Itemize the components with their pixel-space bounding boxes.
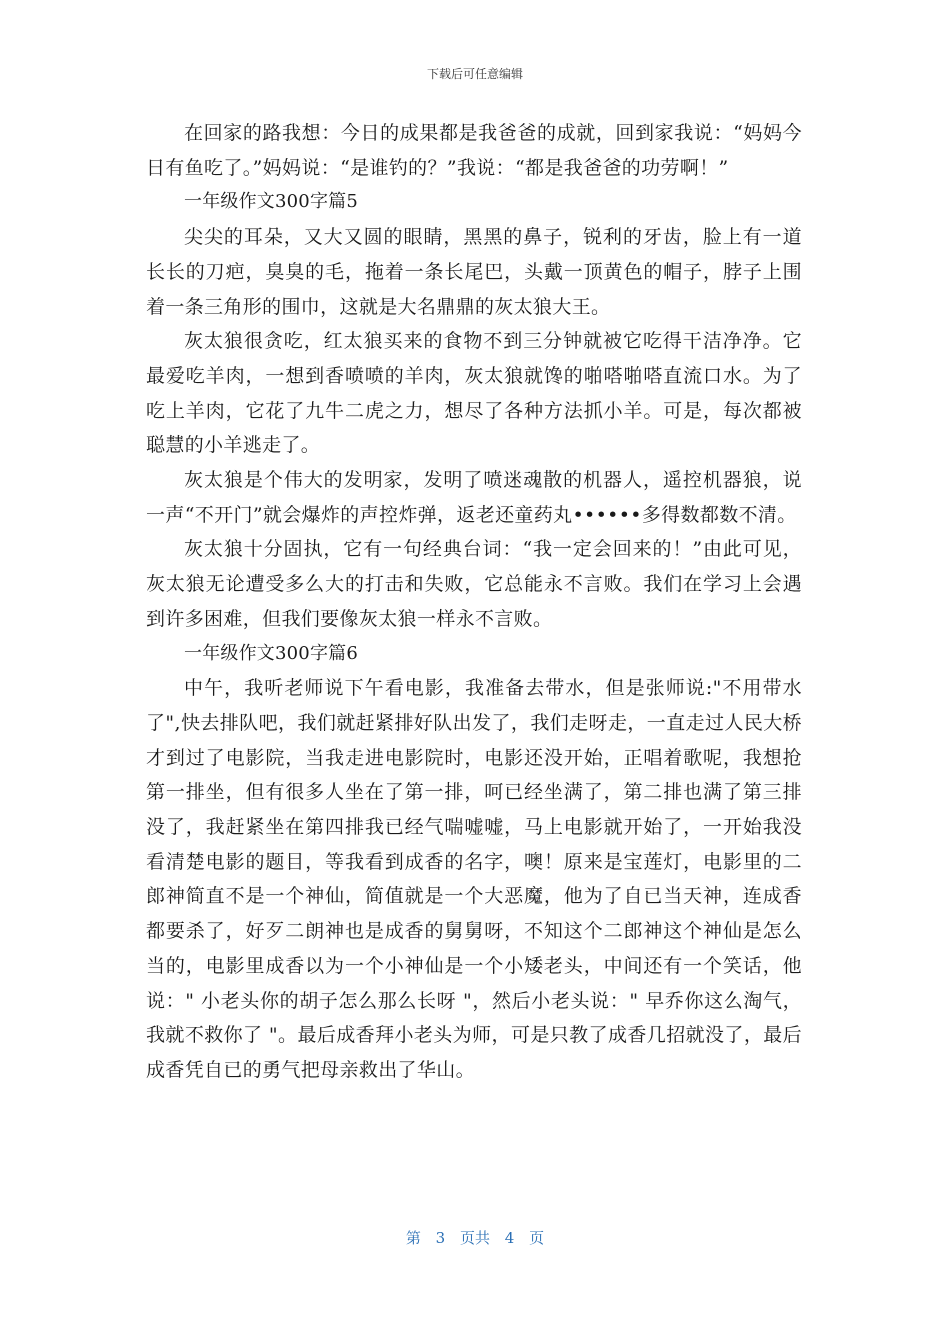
section-heading: 一年级作文300字篇6 (184, 642, 359, 664)
page-header: 下载后可任意编辑 (426, 67, 523, 81)
paragraph: 尖尖的耳朵，又大又圆的眼睛，黑黑的鼻子，锐利的牙齿，脸上有一道长长的刀疤，臭臭的毛，拖着一条长尾巴，头戴一顶黄色的帽子，脖子上围着一条三角形的围巾，这就是大名鼎鼎的灰太狼大王。 (146, 226, 802, 318)
paragraph: 灰太狼十分固执，它有一句经典台词：“我一定会回来的！”由此可见，灰太狼无论遭受多么大的打击和失败，它总能永不言败。我们在学习上会遇到许多困难，但我们要像灰太狼一样永不言败。 (146, 538, 802, 630)
paragraph: 灰太狼很贪吃，红太狼买来的食物不到三分钟就被它吃得干洁净净。它最爱吃羊肉，一想到香喷喷的羊肉，灰太狼就馋的啪嗒啪嗒直流口水。为了吃上羊肉，它花了九牛二虎之力，想尽了各种方法抓小羊。可是，每次都被聪慧的小羊逃走了。 (146, 330, 802, 457)
document-body (146, 116, 802, 1088)
section-heading: 一年级作文300字篇5 (184, 191, 359, 213)
paragraph: 在回家的路我想：今日的成果都是我爸爸的成就，回到家我说：“妈妈今日有鱼吃了。”妈妈说：“是谁钓的？”我说：“都是我爸爸的功劳啊！” (146, 122, 802, 179)
paragraph: 中午，我听老师说下午看电影，我准备去带水，但是张师说:"不用带水了",快去排队吧，我们就赶紧排好队出发了，我们走呀走，一直走过人民大桥才到过了电影院，当我走进电影院时，电影还没开始，正唱着歌呢，我想抢第一排坐，但有很多人坐在了第一排，呵已经坐满了，第二排也满了第三排没了，我赶紧坐在第四排我已经气喘嘘嘘，马上电影就开始了，一开始我没看清楚电影的题目，等我看到成香的名字，噢！原来是宝莲灯，电影里的二郎神简直不是一个神仙，简值就是一个大恶魔，他为了自已当天神，连成香都要杀了，好歹二朗神也是成香的舅舅呀，不知这个二郎神这个神仙是怎么当的，电影里成香以为一个小神仙是一个小矮老头，中间还有一个笑话，他说：" 小老头你的胡子怎么那么长呀 "，然后小老头说：" 早乔你这么淘气，我就不救你了 "。最后成香拜小老头为师，可是只教了成香几招就没了，最后成香凭自已的勇气把母亲救出了华山。 (146, 677, 802, 1081)
page-footer: 第 3 页共 4 页 (405, 1229, 545, 1247)
paragraph: 灰太狼是个伟大的发明家，发明了喷迷魂散的机器人，遥控机器狼，说一声“不开门”就会爆炸的声控炸弹，返老还童药丸••••••多得数都数不清。 (146, 469, 802, 526)
